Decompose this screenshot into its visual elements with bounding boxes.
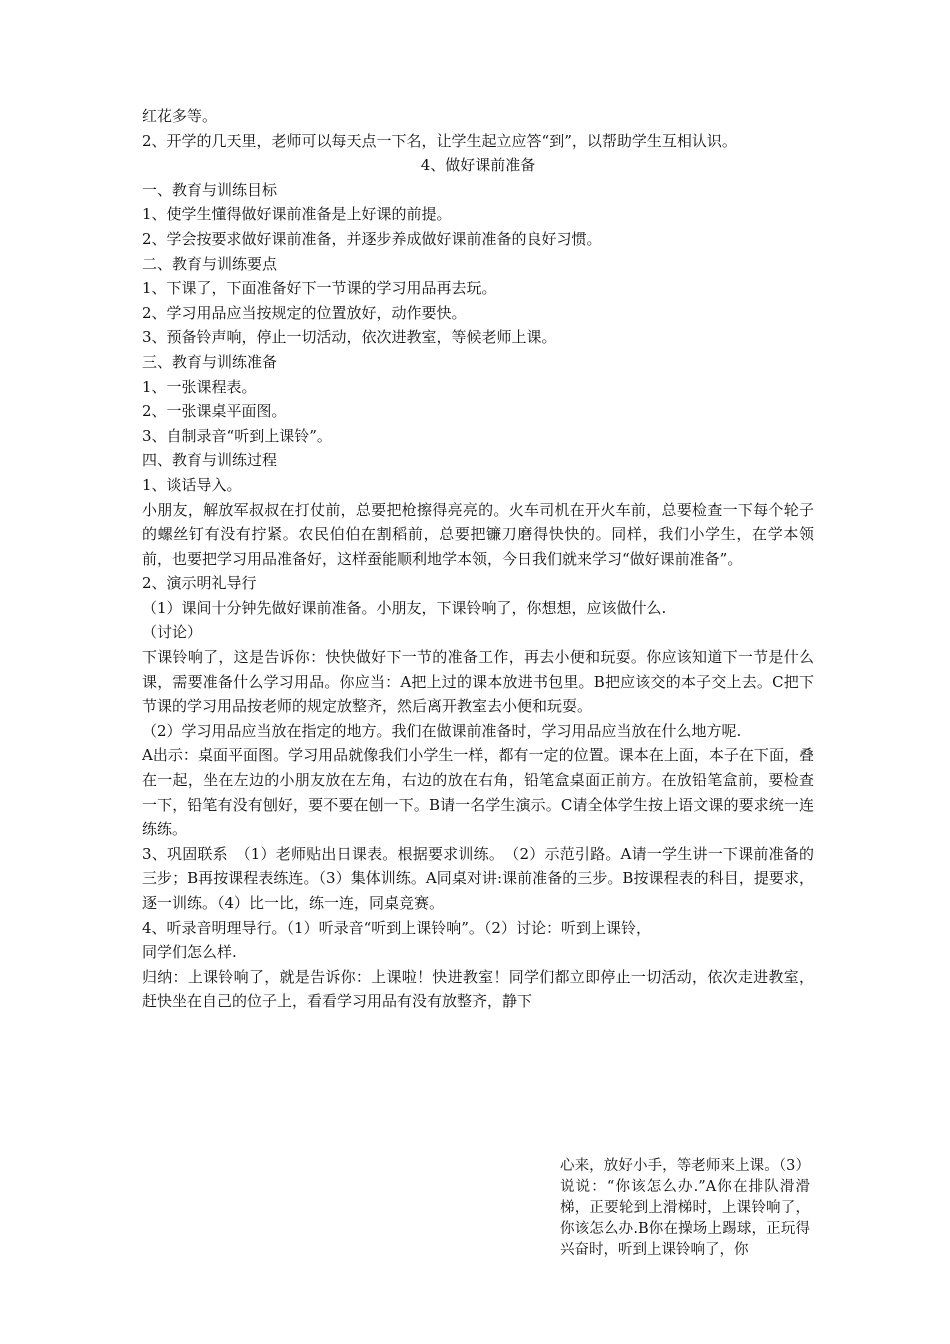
paragraph: 2、开学的几天里，老师可以每天点一下名，让学生起立应答“到”，以帮助学生互相认识。	[142, 131, 737, 150]
list-item: 2、学会按要求做好课前准备，并逐步养成做好课前准备的良好习惯。	[142, 229, 602, 248]
list-item: 1、谈话导入。	[142, 475, 242, 494]
text-line: （1）课间十分钟先做好课前准备。小朋友，下课铃响了，你想想，应该做什么.	[142, 598, 667, 617]
overflow-text-box	[560, 1156, 810, 1261]
list-item: 2、学习用品应当按规定的位置放好，动作要快。	[142, 303, 467, 322]
section-heading: 三、教育与训练准备	[142, 352, 278, 371]
list-item: 3、预备铃声响，停止一切活动，依次进教室，等候老师上课。	[142, 328, 557, 347]
paragraph: 3、巩固联系 （1）老师贴出日课表。根据要求训练。 （2）示范引路。A请一学生讲一下课前准备的三步；B再按课程表练连。（3）集体训练。A同桌对讲:课前准备的三步。B按课程表的科目，提要求，逐一训练。（4）比一比，练一连，同桌竞赛。	[142, 844, 814, 912]
paragraph: 小朋友，解放军叔叔在打仗前，总要把枪擦得亮亮的。火车司机在开火车前，总要检查一下每个轮子的螺丝钉有没有拧紧。农民伯伯在割稻前，总要把镰刀磨得快快的。同样，我们小学生，在学本领前，也要把学习用品准备好，这样蚕能顺利地学本领，今日我们就来学习“做好课前准备”。	[142, 500, 814, 568]
paragraph: 下课铃响了，这是告诉你：快快做好下一节的准备工作，再去小便和玩耍。你应该知道下一节是什么课，需要准备什么学习用品。你应当：A把上过的课本放进书包里。B把应该交的本子交上去。C把下节课的学习用品按老师的规定放整齐，然后离开教室去小便和玩耍。	[142, 648, 814, 716]
section-heading: 一、教育与训练目标	[142, 180, 278, 199]
paragraph: （2）学习用品应当放在指定的地方。我们在做课前准备时，学习用品应当放在什么地方呢.	[142, 721, 742, 740]
list-item: 3、自制录音“听到上课铃”。	[142, 426, 332, 445]
text-line: 同学们怎么样.	[142, 943, 237, 962]
list-item: 2、一张课桌平面图。	[142, 402, 287, 421]
text-line: 4、听录音明理导行。（1）听录音“听到上课铃响”。（2）讨论：听到上课铃，	[142, 918, 651, 937]
text-line: （讨论）	[142, 623, 203, 642]
list-item: 1、一张课程表。	[142, 377, 257, 396]
document-body	[142, 104, 814, 1014]
section-heading: 四、教育与训练过程	[142, 451, 278, 470]
paragraph: A出示：桌面平面图。学习用品就像我们小学生一样，都有一定的位置。课本在上面，本子在下面，叠在一起，坐在左边的小朋友放在左角，右边的放在右角，铅笔盒桌面正前方。在放铅笔盒前，要检查一下，铅笔有没有刨好，要不要在刨一下。B请一名学生演示。C请全体学生按上语文课的要求统一连练练。	[142, 746, 814, 839]
section-title: 4、做好课前准备	[420, 156, 536, 175]
list-item: 2、演示明礼导行	[142, 574, 257, 593]
text-line: 红花多等。	[142, 107, 218, 125]
paragraph: 归纳：上课铃响了，就是告诉你：上课啦！快进教室！同学们都立即停止一切活动，依次走进教室，赶快坐在自己的位子上，看看学习用品有没有放整齐，静下	[142, 967, 814, 1011]
section-heading: 二、教育与训练要点	[142, 254, 278, 273]
list-item: 1、下课了，下面准备好下一节课的学习用品再去玩。	[142, 279, 497, 298]
paragraph: 心来，放好小手，等老师来上课。（3）说说：“你该怎么办.”A你在排队滑滑梯，正要轮到上滑梯时，上课铃响了，你该怎么办.B你在操场上踢球，正玩得兴奋时，听到上课铃响了，你	[560, 1158, 810, 1258]
list-item: 1、使学生懂得做好课前准备是上好课的前提。	[142, 205, 452, 224]
